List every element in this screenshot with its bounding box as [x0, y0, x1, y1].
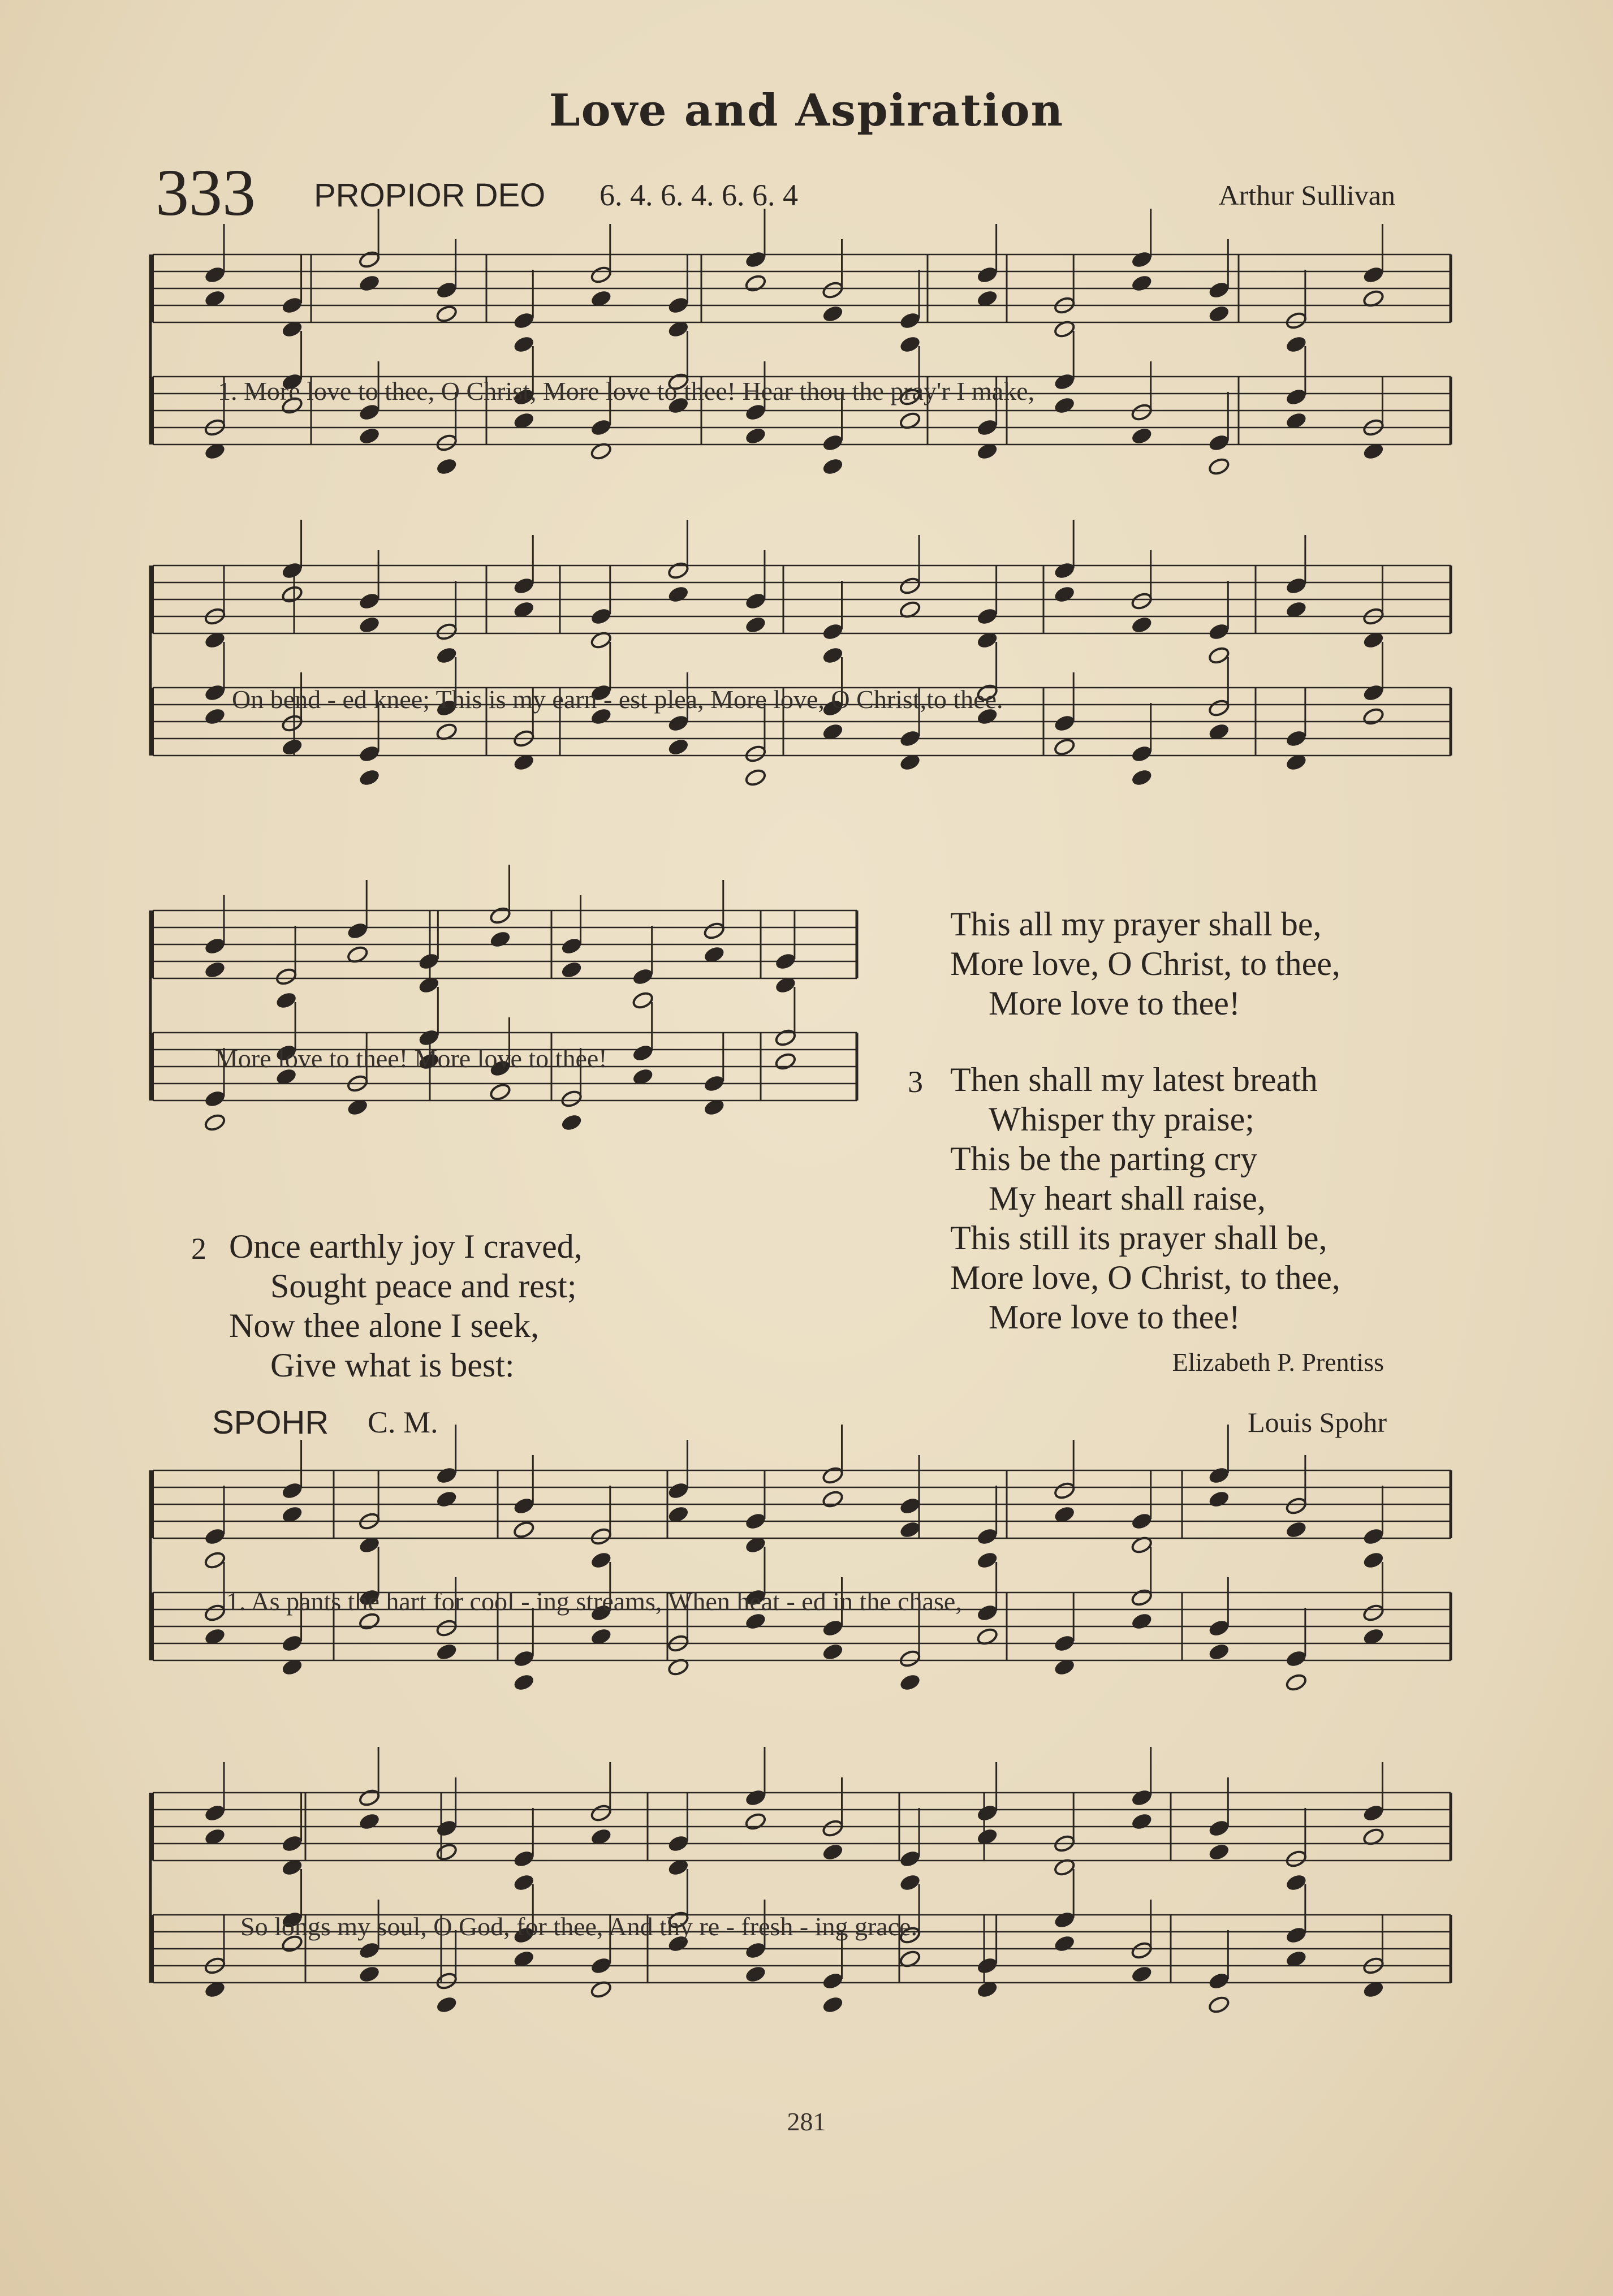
- note-head: [275, 967, 297, 986]
- note-head: [899, 576, 921, 595]
- note-head: [774, 952, 797, 971]
- note-head: [435, 1466, 458, 1485]
- note-head: [435, 1619, 458, 1638]
- note-head: [744, 592, 767, 611]
- note-head: [489, 930, 511, 949]
- note-head: [1207, 280, 1230, 300]
- verse-line: Give what is best:: [270, 1346, 515, 1384]
- note-head: [358, 744, 381, 763]
- note-head: [346, 921, 369, 940]
- verse-line: More love, O Christ, to thee,: [950, 1259, 1340, 1296]
- note-head: [976, 1527, 999, 1546]
- note-head: [899, 729, 921, 748]
- note-head: [590, 1551, 613, 1570]
- note-head: [744, 250, 767, 269]
- lyric-line-1: [218, 376, 1034, 406]
- note-head: [744, 1941, 767, 1960]
- verse-number: 3: [908, 1065, 923, 1099]
- lyric-text: 1. As pants the hart for cool - ing streams, When heat - ed in the chase,: [226, 1587, 962, 1616]
- note-head: [435, 1971, 458, 1991]
- note-head: [1285, 335, 1308, 354]
- meter: C. M.: [368, 1405, 438, 1439]
- note-head: [590, 607, 613, 626]
- note-head: [1131, 1512, 1153, 1531]
- note-head: [1207, 433, 1230, 452]
- note-head: [435, 433, 458, 452]
- note-head: [976, 1551, 999, 1570]
- note-head: [1131, 250, 1153, 269]
- note-head: [1362, 707, 1385, 726]
- note-head: [1207, 1842, 1230, 1862]
- note-head: [435, 1490, 458, 1509]
- note-head: [667, 296, 689, 315]
- note-head: [435, 1642, 458, 1661]
- note-head: [275, 991, 297, 1010]
- note-head: [512, 335, 535, 354]
- note-head: [512, 1849, 535, 1868]
- note-head: [667, 585, 689, 604]
- note-head: [435, 1995, 458, 2014]
- note-head: [899, 1649, 921, 1668]
- note-head: [1131, 1612, 1153, 1631]
- verse-line: Sought peace and rest;: [270, 1267, 577, 1305]
- note-head: [976, 1803, 999, 1823]
- verse-line: Whisper thy praise;: [989, 1100, 1254, 1138]
- note-head: [1207, 1819, 1230, 1838]
- note-head: [899, 311, 921, 330]
- verse-number: 2: [191, 1232, 206, 1266]
- note-head: [512, 1673, 535, 1692]
- note-head: [204, 683, 226, 702]
- note-head: [744, 615, 767, 635]
- note-head: [1053, 1910, 1076, 1930]
- note-head: [1362, 265, 1385, 284]
- note-head: [281, 296, 304, 315]
- note-head: [512, 1496, 535, 1516]
- note-head: [821, 646, 844, 665]
- note-head: [1285, 1849, 1308, 1868]
- note-head: [1207, 457, 1230, 476]
- note-head: [821, 1619, 844, 1638]
- note-head: [1131, 615, 1153, 635]
- note-head: [1053, 1481, 1076, 1500]
- note-head: [821, 1995, 844, 2014]
- note-head: [1362, 683, 1385, 702]
- note-head: [560, 960, 583, 979]
- note-head: [1362, 1527, 1385, 1546]
- note-head: [1285, 1496, 1308, 1516]
- note-head: [417, 952, 440, 971]
- note-head: [512, 1520, 535, 1539]
- note-head: [204, 960, 226, 979]
- note-head: [358, 592, 381, 611]
- note-head: [821, 1971, 844, 1991]
- note-head: [1053, 1934, 1076, 1953]
- note-head: [1285, 1520, 1308, 1539]
- note-head: [821, 304, 844, 323]
- note-head: [1131, 1788, 1153, 1807]
- note-head: [358, 250, 381, 269]
- note-head: [281, 561, 304, 580]
- note-head: [204, 1527, 226, 1546]
- note-head: [703, 921, 726, 940]
- note-head: [899, 1673, 921, 1692]
- note-head: [744, 768, 767, 787]
- note-head: [1362, 1603, 1385, 1622]
- note-head: [744, 744, 767, 763]
- verse-line: My heart shall raise,: [989, 1180, 1266, 1217]
- note-head: [512, 311, 535, 330]
- note-head: [590, 265, 613, 284]
- note-head: [976, 1603, 999, 1622]
- lyric-line-3: [215, 1043, 607, 1073]
- note-head: [899, 1520, 921, 1539]
- note-head: [512, 576, 535, 595]
- note-head: [489, 1082, 511, 1102]
- note-head: [1053, 396, 1076, 415]
- note-head: [1207, 1466, 1230, 1485]
- lyric-text: More love to thee! More love to thee!: [215, 1044, 607, 1073]
- note-head: [1207, 622, 1230, 641]
- hymn-number: 333: [156, 156, 256, 230]
- author: Elizabeth P. Prentiss: [1172, 1348, 1384, 1376]
- note-head: [1207, 646, 1230, 665]
- note-head: [1285, 1649, 1308, 1668]
- note-head: [1053, 1634, 1076, 1653]
- composer: Arthur Sullivan: [1218, 179, 1395, 211]
- note-head: [976, 265, 999, 284]
- note-head: [512, 1649, 535, 1668]
- note-head: [821, 1490, 844, 1509]
- note-head: [435, 280, 458, 300]
- note-head: [667, 1481, 689, 1500]
- note-head: [1207, 1490, 1230, 1509]
- note-head: [1207, 1995, 1230, 2014]
- note-head: [358, 1965, 381, 1984]
- note-head: [667, 1834, 689, 1853]
- note-head: [821, 1466, 844, 1485]
- note-head: [744, 426, 767, 446]
- note-head: [1285, 1673, 1308, 1692]
- note-head: [774, 1052, 797, 1071]
- note-head: [204, 936, 226, 956]
- note-head: [1131, 274, 1153, 293]
- note-head: [1285, 1873, 1308, 1892]
- note-head: [204, 1603, 226, 1622]
- note-head: [1207, 698, 1230, 718]
- note-head: [744, 274, 767, 293]
- lyric-line-4: [226, 1586, 962, 1616]
- note-head: [1131, 426, 1153, 446]
- note-head: [1131, 1588, 1153, 1607]
- note-head: [435, 304, 458, 323]
- note-head: [899, 1873, 921, 1892]
- note-head: [204, 1551, 226, 1570]
- note-head: [632, 967, 654, 986]
- note-head: [976, 607, 999, 626]
- verse-line: More love, O Christ, to thee,: [950, 945, 1340, 982]
- note-head: [744, 1965, 767, 1984]
- note-head: [1131, 1812, 1153, 1831]
- verse-line: More love to thee!: [989, 985, 1240, 1022]
- lyric-text: On bend - ed knee; This is my earn - est plea, More love, O Christ,to thee.: [232, 685, 1003, 714]
- note-head: [632, 1043, 654, 1063]
- lyric-text: So longs my soul, O God, for thee, And thy re - fresh - ing grace.: [240, 1912, 918, 1941]
- note-head: [358, 1788, 381, 1807]
- note-head: [204, 265, 226, 284]
- note-head: [1285, 1926, 1308, 1945]
- note-head: [560, 1113, 583, 1132]
- note-head: [435, 1819, 458, 1838]
- note-head: [358, 426, 381, 446]
- note-head: [1285, 387, 1308, 407]
- note-head: [281, 1834, 304, 1853]
- verse-line: This still its prayer shall be,: [950, 1219, 1327, 1257]
- note-head: [899, 335, 921, 354]
- note-head: [358, 615, 381, 635]
- lyric-text: 1. More love to thee, O Christ, More love to thee! Hear thou the pray'r I make,: [218, 377, 1035, 405]
- note-head: [1131, 768, 1153, 787]
- note-head: [667, 561, 689, 580]
- note-head: [821, 433, 844, 452]
- note-head: [821, 1819, 844, 1838]
- note-head: [1207, 304, 1230, 323]
- composer: Louis Spohr: [1248, 1406, 1387, 1438]
- note-head: [358, 1812, 381, 1831]
- note-head: [1362, 1803, 1385, 1823]
- verse-line: Once earthly joy I craved,: [229, 1228, 583, 1265]
- note-head: [590, 1956, 613, 1975]
- note-head: [1131, 1965, 1153, 1984]
- note-head: [1131, 403, 1153, 422]
- note-head: [821, 457, 844, 476]
- note-head: [1207, 1971, 1230, 1991]
- note-head: [204, 1803, 226, 1823]
- note-head: [560, 1089, 583, 1108]
- note-head: [821, 1642, 844, 1661]
- verse-line: Then shall my latest breath: [950, 1061, 1318, 1098]
- note-head: [1053, 561, 1076, 580]
- note-head: [744, 1788, 767, 1807]
- note-head: [281, 1481, 304, 1500]
- note-head: [667, 714, 689, 733]
- page-number: 281: [787, 2107, 826, 2136]
- note-head: [1362, 1551, 1385, 1570]
- note-head: [281, 585, 304, 604]
- note-head: [358, 274, 381, 293]
- note-head: [1285, 576, 1308, 595]
- note-head: [358, 768, 381, 787]
- note-head: [1207, 1619, 1230, 1638]
- note-head: [667, 737, 689, 757]
- note-head: [590, 1803, 613, 1823]
- verse-line: More love to thee!: [989, 1298, 1240, 1336]
- lyric-line-5: [240, 1911, 917, 1941]
- note-head: [435, 1842, 458, 1862]
- note-head: [821, 1842, 844, 1862]
- note-head: [774, 1028, 797, 1047]
- note-head: [976, 418, 999, 437]
- note-head: [281, 714, 304, 733]
- note-head: [590, 1527, 613, 1546]
- note-head: [1285, 311, 1308, 330]
- note-head: [281, 737, 304, 757]
- verse-line: This be the parting cry: [950, 1140, 1258, 1177]
- note-head: [204, 1113, 226, 1132]
- note-head: [1053, 585, 1076, 604]
- verse-line: This all my prayer shall be,: [950, 905, 1322, 943]
- note-head: [703, 1074, 726, 1093]
- note-head: [435, 622, 458, 641]
- page-header: Love and Aspiration: [549, 85, 1064, 136]
- note-head: [512, 1873, 535, 1892]
- tune-name: SPOHR: [212, 1404, 329, 1441]
- note-head: [1131, 592, 1153, 611]
- note-head: [1053, 737, 1076, 757]
- meter: 6. 4. 6. 4. 6. 6. 4: [600, 178, 798, 212]
- note-head: [899, 1496, 921, 1516]
- note-head: [489, 906, 511, 925]
- note-head: [1207, 1642, 1230, 1661]
- note-head: [744, 1512, 767, 1531]
- tune-name: PROPIOR DEO: [314, 177, 546, 214]
- verse-line: Now thee alone I seek,: [229, 1307, 540, 1344]
- note-head: [281, 1634, 304, 1653]
- note-head: [1131, 744, 1153, 763]
- note-head: [435, 646, 458, 665]
- note-head: [976, 1956, 999, 1975]
- note-head: [1053, 714, 1076, 733]
- note-head: [1131, 1941, 1153, 1960]
- note-head: [358, 1941, 381, 1960]
- note-head: [560, 936, 583, 956]
- note-head: [590, 418, 613, 437]
- note-head: [1285, 729, 1308, 748]
- note-head: [204, 1089, 226, 1108]
- note-head: [632, 991, 654, 1010]
- note-head: [204, 707, 226, 726]
- note-head: [899, 1849, 921, 1868]
- note-head: [821, 622, 844, 641]
- note-head: [744, 1812, 767, 1831]
- note-head: [435, 457, 458, 476]
- note-head: [1053, 372, 1076, 391]
- lyric-line-2: [232, 684, 1003, 714]
- note-head: [821, 280, 844, 300]
